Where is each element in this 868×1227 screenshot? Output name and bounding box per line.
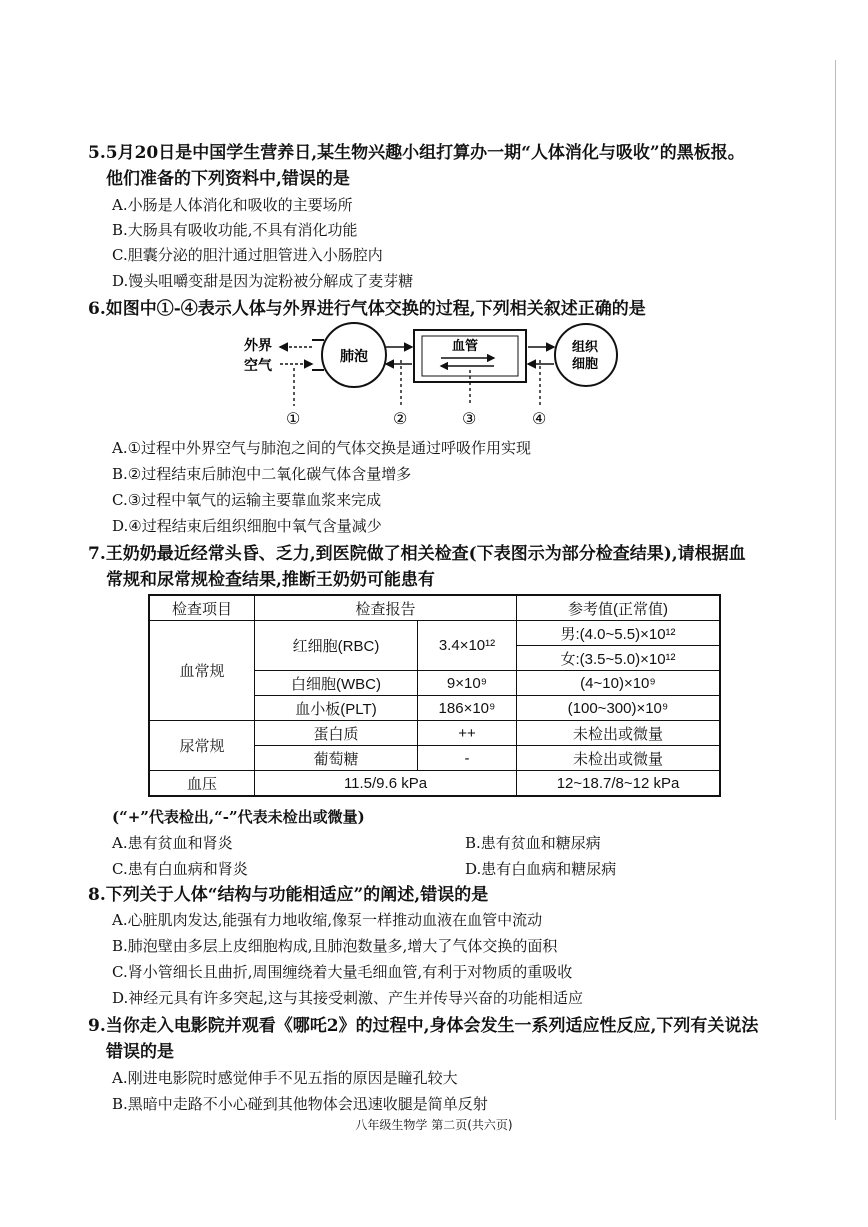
stage-marker-2: ② <box>393 409 408 428</box>
q9-stem-line1: 9.当你走入电影院并观看《哪吒2》的过程中,身体会发生一系列适应性反应,下列有关说法 <box>88 1016 759 1036</box>
rbc-ref-female: 女:(3.5~5.0)×10¹² <box>517 646 721 671</box>
q6-option-d: D.④过程结束后组织细胞中氧气含量减少 <box>112 517 382 535</box>
blood-vessel-box <box>414 330 526 382</box>
q8-option-a: A.心脏肌肉发达,能强有力地收缩,像泵一样推动血液在血管中流动 <box>112 911 543 929</box>
stage-marker-1: ① <box>286 409 301 428</box>
q9-option-b: B.黑暗中走路不小心碰到其他物体会迅速收腿是简单反射 <box>112 1095 488 1113</box>
glucose-ref: 未检出或微量 <box>517 746 721 771</box>
header-report: 检查报告 <box>255 595 517 621</box>
q6-option-a: A.①过程中外界空气与肺泡之间的气体交换是通过呼吸作用实现 <box>112 439 532 457</box>
alveolus-label: 肺泡 <box>340 349 368 365</box>
blood-routine-label: 血常规 <box>149 621 255 721</box>
q7-stem-line1: 7.王奶奶最近经常头昏、乏力,到医院做了相关检查(下表图示为部分检查结果),请根据血 <box>88 544 746 564</box>
glucose-label: 葡萄糖 <box>255 746 418 771</box>
q6-option-c: C.③过程中氧气的运输主要靠血浆来完成 <box>112 491 382 509</box>
outside-air-label-1: 外界 <box>244 338 272 354</box>
plt-label: 血小板(PLT) <box>255 696 418 721</box>
q8-option-b: B.肺泡壁由多层上皮细胞构成,且肺泡数量多,增大了气体交换的面积 <box>112 937 558 955</box>
q8-option-d: D.神经元具有许多突起,这与其接受刺激、产生并传导兴奋的功能相适应 <box>112 989 584 1007</box>
protein-value: ++ <box>418 721 517 746</box>
q7-option-c: C.患有白血病和肾炎 <box>112 860 248 878</box>
plt-ref: (100~300)×10⁹ <box>517 696 721 721</box>
page-edge-line <box>835 60 836 1120</box>
q5-stem-line1: 5.5月20日是中国学生营养日,某生物兴趣小组打算办一期“人体消化与吸收”的黑板报。 <box>88 143 745 163</box>
gas-exchange-diagram <box>236 320 626 432</box>
tissue-cell-label-2: 细胞 <box>572 357 599 372</box>
table-row <box>149 721 720 746</box>
protein-ref: 未检出或微量 <box>517 721 721 746</box>
q8-option-c: C.肾小管细长且曲折,周围缠绕着大量毛细血管,有利于对物质的重吸收 <box>112 963 573 981</box>
page-footer: 八年级生物学 第二页(共六页) <box>355 1118 513 1132</box>
q6-stem: 6.如图中①-④表示人体与外界进行气体交换的过程,下列相关叙述正确的是 <box>88 299 646 319</box>
plt-value: 186×10⁹ <box>418 696 517 721</box>
q6-option-b: B.②过程结束后肺泡中二氧化碳气体含量增多 <box>112 465 412 483</box>
q5-stem-line2: 他们准备的下列资料中,错误的是 <box>106 169 350 189</box>
q5-option-c: C.胆囊分泌的胆汁通过胆管进入小肠腔内 <box>112 246 383 264</box>
stage-marker-3: ③ <box>462 409 477 428</box>
bp-ref: 12~18.7/8~12 kPa <box>517 771 721 797</box>
wbc-label: 白细胞(WBC) <box>255 671 418 696</box>
q9-stem-line2: 错误的是 <box>106 1042 174 1062</box>
q7-option-a: A.患有贫血和肾炎 <box>112 834 233 852</box>
table-row <box>149 771 720 797</box>
outside-air-label-2: 空气 <box>244 358 272 374</box>
tissue-cell-label-1: 组织 <box>572 340 599 355</box>
rbc-ref-male: 男:(4.0~5.5)×10¹² <box>517 621 721 646</box>
q7-option-d: D.患有白血病和糖尿病 <box>465 860 617 878</box>
q9-option-a: A.刚进电影院时感觉伸手不见五指的原因是瞳孔较大 <box>112 1069 458 1087</box>
protein-label: 蛋白质 <box>255 721 418 746</box>
tissue-cell-circle <box>555 324 617 386</box>
glucose-value: - <box>418 746 517 771</box>
q7-stem-line2: 常规和尿常规检查结果,推断王奶奶可能患有 <box>106 570 435 590</box>
q5-option-b: B.大肠具有吸收功能,不具有消化功能 <box>112 221 358 239</box>
q7-table-note: (“+”代表检出,“-”代表未检出或微量) <box>112 808 365 826</box>
header-item: 检查项目 <box>149 595 255 621</box>
bp-label: 血压 <box>149 771 255 797</box>
q8-stem: 8.下列关于人体“结构与功能相适应”的阐述,错误的是 <box>88 885 489 905</box>
wbc-value: 9×10⁹ <box>418 671 517 696</box>
wbc-ref: (4~10)×10⁹ <box>517 671 721 696</box>
blood-vessel-label: 血管 <box>452 339 479 354</box>
q5-option-d: D.馒头咀嚼变甜是因为淀粉被分解成了麦芽糖 <box>112 272 414 290</box>
rbc-value: 3.4×10¹² <box>418 621 517 671</box>
header-reference: 参考值(正常值) <box>517 595 721 621</box>
q5-option-a: A.小肠是人体消化和吸收的主要场所 <box>112 196 353 214</box>
q7-option-b: B.患有贫血和糖尿病 <box>465 834 601 852</box>
table-row <box>149 621 720 646</box>
bp-value: 11.5/9.6 kPa <box>255 771 517 797</box>
table-header-row <box>149 595 720 621</box>
rbc-label: 红细胞(RBC) <box>255 621 418 671</box>
stage-marker-4: ④ <box>532 409 547 428</box>
exam-results-table <box>148 594 721 797</box>
urine-routine-label: 尿常规 <box>149 721 255 771</box>
